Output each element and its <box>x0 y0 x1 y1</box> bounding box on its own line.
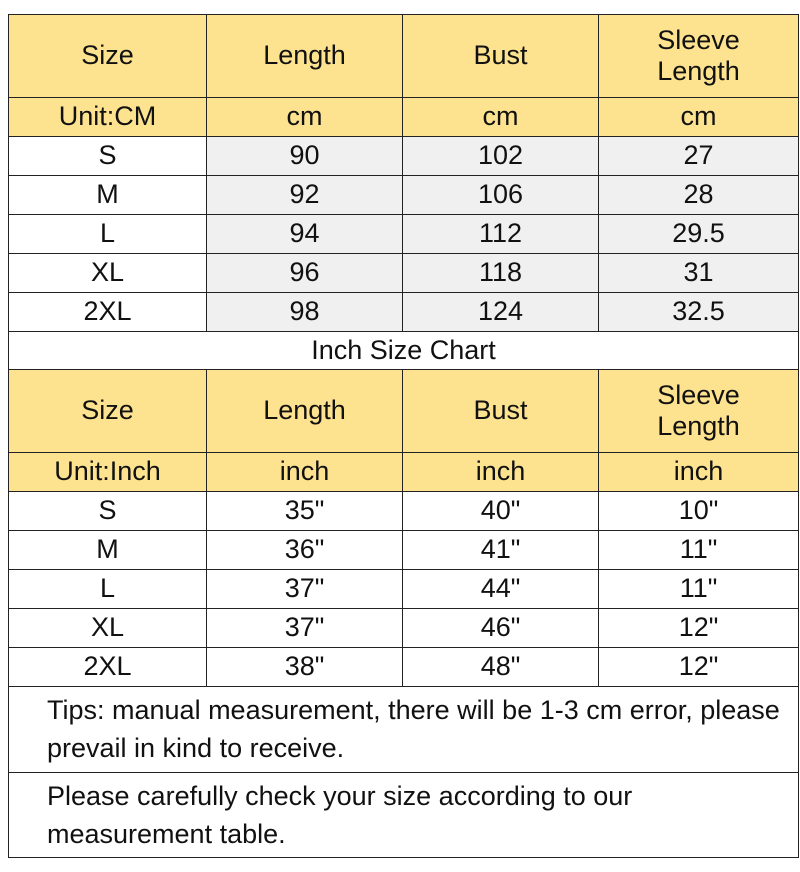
cell-length: 36" <box>207 531 403 570</box>
cell-sleeve: 12" <box>599 609 799 648</box>
header-size: Size <box>9 370 207 453</box>
unit-bust: inch <box>403 453 599 492</box>
cell-length: 96 <box>207 254 403 293</box>
cell-bust: 40" <box>403 492 599 531</box>
cell-bust: 44" <box>403 570 599 609</box>
table-row <box>9 293 799 332</box>
cell-sleeve: 31 <box>599 254 799 293</box>
cell-size: S <box>9 492 207 531</box>
tips-row <box>9 687 799 773</box>
cell-sleeve: 12" <box>599 648 799 687</box>
cell-bust: 124 <box>403 293 599 332</box>
unit-label: Unit:Inch <box>9 453 207 492</box>
table-row <box>9 254 799 293</box>
cell-length: 35" <box>207 492 403 531</box>
cell-size: XL <box>9 609 207 648</box>
cell-bust: 41" <box>403 531 599 570</box>
check-note-row <box>9 772 799 858</box>
table-row <box>9 492 799 531</box>
unit-bust: cm <box>403 98 599 137</box>
header-sleeve-line-2: Length <box>657 411 740 441</box>
inch-header-row <box>9 370 799 453</box>
cell-sleeve: 28 <box>599 176 799 215</box>
cell-sleeve: 27 <box>599 137 799 176</box>
cell-size: 2XL <box>9 648 207 687</box>
inch-unit-row <box>9 453 799 492</box>
table-row <box>9 648 799 687</box>
header-sleeve-length <box>599 15 799 98</box>
table-row <box>9 570 799 609</box>
cell-length: 94 <box>207 215 403 254</box>
cell-size: M <box>9 531 207 570</box>
cell-bust: 112 <box>403 215 599 254</box>
cell-size: L <box>9 570 207 609</box>
cell-length: 92 <box>207 176 403 215</box>
cell-bust: 118 <box>403 254 599 293</box>
cell-length: 98 <box>207 293 403 332</box>
header-length: Length <box>207 370 403 453</box>
cell-bust: 106 <box>403 176 599 215</box>
cell-size: L <box>9 215 207 254</box>
header-length: Length <box>207 15 403 98</box>
cell-length: 38" <box>207 648 403 687</box>
cell-sleeve: 10" <box>599 492 799 531</box>
check-size-note: Please carefully check your size according to our measurement table. <box>9 772 799 858</box>
header-size: Size <box>9 15 207 98</box>
cell-size: M <box>9 176 207 215</box>
table-row <box>9 137 799 176</box>
cell-bust: 46" <box>403 609 599 648</box>
cm-unit-row <box>9 98 799 137</box>
cell-length: 37" <box>207 609 403 648</box>
cell-size: XL <box>9 254 207 293</box>
table-row <box>9 531 799 570</box>
cell-length: 37" <box>207 570 403 609</box>
cell-size: 2XL <box>9 293 207 332</box>
header-bust: Bust <box>403 370 599 453</box>
table-row <box>9 176 799 215</box>
size-chart <box>8 14 798 858</box>
cell-length: 90 <box>207 137 403 176</box>
header-sleeve-line-1: Sleeve <box>657 24 740 55</box>
cell-sleeve: 11" <box>599 570 799 609</box>
tips-text: Tips: manual measurement, there will be 1-3 cm error, please prevail in kind to receive. <box>9 687 799 773</box>
unit-length: inch <box>207 453 403 492</box>
inch-caption-row <box>9 332 799 370</box>
size-table <box>8 14 799 858</box>
header-sleeve-line-1: Sleeve <box>657 379 740 410</box>
unit-sleeve: cm <box>599 98 799 137</box>
inch-size-chart-caption: Inch Size Chart <box>9 332 799 370</box>
unit-length: cm <box>207 98 403 137</box>
header-sleeve-line-2: Length <box>657 56 740 86</box>
header-bust: Bust <box>403 15 599 98</box>
cell-bust: 48" <box>403 648 599 687</box>
cell-sleeve: 11" <box>599 531 799 570</box>
unit-label: Unit:CM <box>9 98 207 137</box>
cell-sleeve: 29.5 <box>599 215 799 254</box>
cell-size: S <box>9 137 207 176</box>
header-sleeve-length <box>599 370 799 453</box>
cell-sleeve: 32.5 <box>599 293 799 332</box>
cm-header-row <box>9 15 799 98</box>
cell-bust: 102 <box>403 137 599 176</box>
unit-sleeve: inch <box>599 453 799 492</box>
table-row <box>9 215 799 254</box>
table-row <box>9 609 799 648</box>
